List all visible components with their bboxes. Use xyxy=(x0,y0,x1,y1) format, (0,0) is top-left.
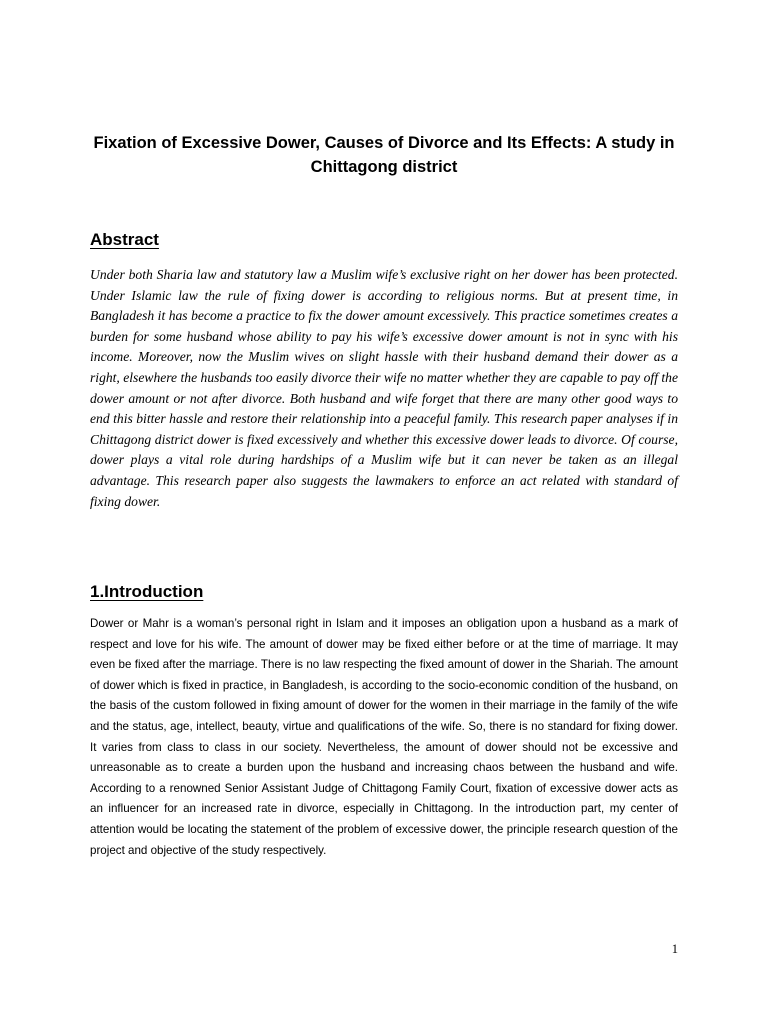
introduction-paragraph: Dower or Mahr is a woman’s personal right in Islam and it imposes an obligation upon a husband as a mark of respect and love for his wife. The amount of dower may be fixed either before or at the time of marriage. It may even be fixed after the marriage. There is no law respecting the fixed amount of dower in the Shariah. The amount of dower which is fixed in practice, in Bangladesh, is according to the socio-economic condition of the husband, on the basis of the custom followed in fixing amount of dower for the women in their marriage in the family of the wife and the status, age, intellect, beauty, virtue and qualifications of the wife. So, there is no standard for fixing dower. It varies from class to class in our society. Nevertheless, the amount of dower should not be excessive and unreasonable as to create a burden upon the husband and increasing chaos between the husband and wife. According to a renowned Senior Assistant Judge of Chittagong Family Court, fixation of excessive dower acts as an influencer for an increased rate in divorce, especially in Chittagong. In the introduction part, my center of attention would be locating the statement of the problem of excessive dower, the principle research question of the project and objective of the study respectively. xyxy=(90,617,678,857)
abstract-heading: Abstract xyxy=(90,230,159,249)
abstract-paragraph: Under both Sharia law and statutory law a Muslim wife’s exclusive right on her dower has been protected. Under Islamic law the rule of fixing dower is according to religious norms. But at present time, in Bangladesh it has become a practice to fix the dower amount excessively. This practice sometimes creates a burden for some husband whose ability to pay his wife’s excessive dower amount is not in sync with his income. Moreover, now the Muslim wives on slight hassle with their husband demand their dower as a right, elsewhere the husbands too easily divorce their wife no matter whether they are capable to pay off the dower amount or not after divorce. Both husband and wife forget that there are many other good ways to end this bitter hassle and restore their relationship into a peaceful family. This research paper analyses if in Chittagong district dower is fixed excessively and whether this excessive dower leads to divorce. Of course, dower plays a vital role during hardships of a Muslim wife but it can never be taken as an illegal advantage. This research paper also suggests the lawmakers to enforce an act related with standard of fixing dower. xyxy=(90,267,678,509)
page-number: 1 xyxy=(671,942,678,956)
document-title: Fixation of Excessive Dower, Causes of Divorce and Its Effects: A study in Chittagong district xyxy=(93,134,675,176)
introduction-heading: 1.Introduction xyxy=(90,582,204,601)
